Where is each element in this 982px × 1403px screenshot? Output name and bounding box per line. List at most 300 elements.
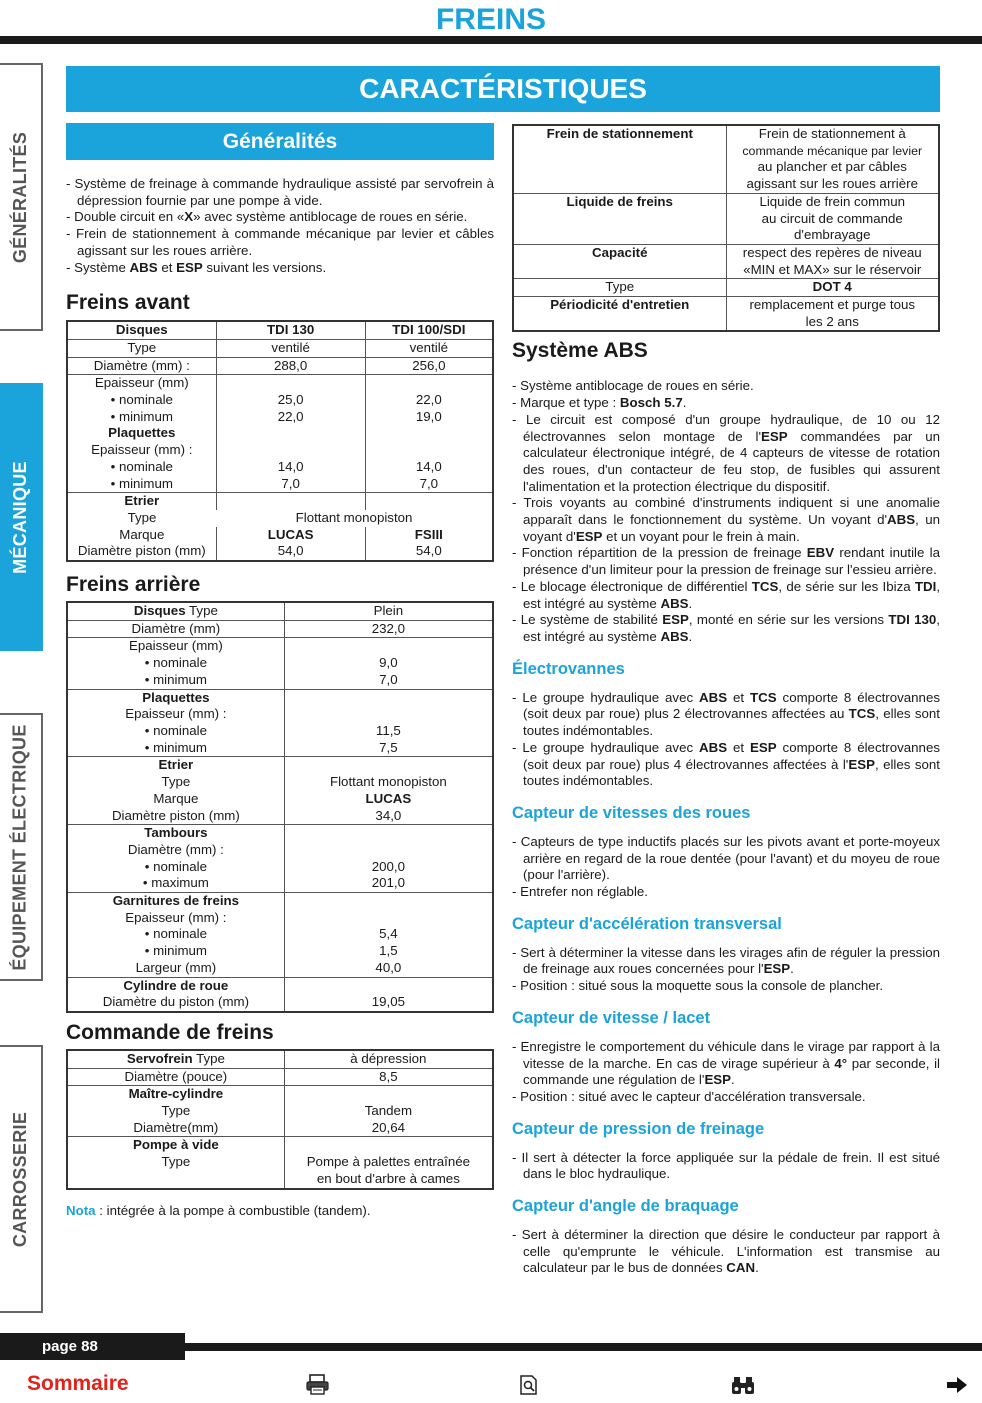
row-value: 54,0: [216, 543, 365, 561]
table-row: [67, 442, 493, 459]
row-value: 22,0: [216, 409, 365, 426]
bold-term: ABS: [699, 689, 728, 705]
row-value: 54,0: [365, 543, 493, 561]
text-run: - Sert à déterminer la vitesse dans les virages afin de réguler la pression de freinage aux roues concernées pour l': [512, 944, 940, 977]
row-label-bold: Servofrein: [126, 1050, 193, 1066]
row-value: ventilé: [365, 339, 493, 357]
row-value: «MIN et MAX» sur le réservoir: [726, 262, 939, 279]
row-label: [67, 926, 284, 943]
bold-term: ABS: [887, 512, 916, 528]
row-value: 9,0: [284, 655, 493, 672]
row-label-text: • nominale: [144, 858, 208, 874]
table-row: [67, 1171, 493, 1188]
text-run: - Enregistre le comportement du véhicule dans le virage par rapport à la vitesse de la marche. En cas de virage supérieur à: [512, 1038, 940, 1071]
row-value: [284, 977, 493, 994]
table-row: [67, 994, 493, 1012]
row-label: [67, 638, 284, 655]
row-label: Type: [127, 339, 157, 355]
row-label: [67, 910, 284, 927]
nota-text: : intégrée à la pompe à combustible (tandem).: [95, 1202, 371, 1218]
bold-term: TDI: [914, 578, 937, 594]
row-label-text: Diamètre du piston (mm): [102, 994, 250, 1010]
bullet-item: [512, 412, 940, 496]
capteur-lacet-list: [512, 1039, 940, 1106]
capteur-vitesses-list: [512, 834, 940, 901]
text-run: comporte 8 électrovannes (soit deux par roue) plus 2 électrovannes affectées au: [523, 689, 940, 722]
row-value: 14,0: [216, 459, 365, 476]
text-run: - Trois voyants au combiné d'instruments indiquent si une anomalie apparaît dans le fonctionnement du système. Un voyant d': [512, 495, 940, 528]
bullet-item: [512, 495, 940, 545]
table-row: [67, 1103, 493, 1120]
bullet-item: [66, 209, 494, 226]
row-label: [67, 859, 284, 876]
text-run: - Système: [66, 259, 130, 275]
text-run: - Capteurs de type inductifs placés sur les pivots avant et porte-moyeux arrière en regard de la roue dentée (pour l'avant) et du moyeu de roue (pour l'arrière).: [512, 833, 940, 883]
row-label: Diamètre piston (mm): [77, 543, 206, 559]
row-label-text: • minimum: [144, 671, 208, 687]
row-value: 11,5: [284, 723, 493, 740]
row-value: [284, 689, 493, 706]
text-run: - Sert à déterminer la direction que désire le conducteur par rapport à celle qu'emprunte le véhicule. L'information est transmise au calculateur par le bus de données: [512, 1227, 940, 1276]
table-row: [67, 875, 493, 892]
row-label-text: Diamètre (mm): [131, 620, 221, 636]
row-value: 1,5: [284, 943, 493, 960]
row-label: • nominale: [110, 458, 173, 474]
nota-label: Nota: [66, 1202, 96, 1218]
row-label: [67, 655, 284, 672]
text-run: , elles sont toutes indémontables.: [523, 706, 940, 739]
footer-rule: [185, 1343, 982, 1351]
capteur-pression-list: [512, 1150, 940, 1183]
row-label: [67, 875, 284, 892]
row-label: [67, 672, 284, 689]
row-value: [726, 330, 939, 331]
bold-term: TCS: [750, 689, 777, 705]
row-value: agissant sur les roues arrière: [726, 176, 939, 193]
row-value: Liquide de frein commun: [726, 193, 939, 210]
row-value: 19,05: [284, 994, 493, 1012]
row-label: [67, 1050, 284, 1068]
next-arrow-icon[interactable]: [944, 1374, 970, 1396]
bullet-item: [512, 1039, 940, 1089]
row-label: Liquide de freins: [513, 193, 726, 210]
row-label: [67, 723, 284, 740]
side-tab-label: MÉCANIQUE: [10, 460, 30, 574]
table-row: [513, 159, 939, 176]
row-value: [284, 1188, 493, 1189]
table-row: [513, 297, 939, 314]
print-icon[interactable]: [305, 1374, 331, 1396]
row-label: • minimum: [110, 475, 173, 491]
generalites-list: [66, 176, 494, 276]
text-run: - Système de freinage à commande hydraulique assisté par servofrein à dépression fournie par une pompe à vide.: [66, 176, 494, 208]
text-run: , est intégré au système: [523, 612, 940, 644]
row-value: LUCAS: [284, 791, 493, 808]
table-row: [513, 227, 939, 244]
row-label-text: Type: [192, 1050, 225, 1066]
bullet-item: [512, 1150, 940, 1183]
text-run: - Double circuit en «: [66, 209, 185, 225]
bold-term: TCS: [848, 706, 876, 722]
row-label: [67, 825, 284, 842]
bold-term: ESP: [662, 612, 689, 628]
row-value: les 2 ans: [726, 314, 939, 331]
row-value: 256,0: [365, 357, 493, 375]
table-row: [67, 1086, 493, 1103]
table-row: [513, 211, 939, 228]
right-column: [512, 124, 940, 1277]
text-run: et: [727, 689, 751, 705]
table-row: [67, 527, 493, 544]
table-row: [67, 392, 493, 409]
row-label: [67, 602, 284, 620]
table-row: [513, 262, 939, 279]
table-row: [513, 193, 939, 210]
row-value: [284, 706, 493, 723]
freins-avant-table: [66, 320, 494, 562]
table-row: [67, 493, 493, 510]
row-value: Tandem: [284, 1103, 493, 1120]
bold-term: ESP: [704, 1072, 732, 1088]
bold-term: ESP: [176, 259, 203, 275]
text-run: - Système antiblocage de roues en série.: [512, 378, 754, 394]
row-value: 25,0: [216, 392, 365, 409]
bullet-item: [512, 579, 940, 612]
row-label: Type: [513, 279, 726, 297]
header-cell: TDI 100/SDI: [365, 321, 493, 339]
text-run: , est intégré au système: [523, 578, 941, 611]
bullet-item: [512, 1227, 940, 1277]
side-tab-label: CARROSSERIE: [10, 1111, 31, 1247]
row-label: [67, 943, 284, 960]
table-row: [67, 357, 493, 375]
table-row: [67, 859, 493, 876]
row-value: [284, 825, 493, 842]
row-label-text: Type: [161, 1154, 191, 1170]
text-run: .: [682, 395, 687, 411]
row-label: [67, 1188, 284, 1189]
text-run: , monté en série sur les versions: [688, 612, 889, 628]
table-row: [513, 176, 939, 193]
text-run: .: [755, 1260, 759, 1276]
row-label: [67, 774, 284, 791]
table-row: [67, 339, 493, 357]
bold-term: Bosch 5.7: [619, 395, 683, 411]
row-value: respect des repères de niveau: [726, 244, 939, 261]
table-row: [67, 740, 493, 757]
text-run: suivant les versions.: [202, 259, 327, 275]
row-value: [284, 1137, 493, 1154]
bullet-item: [512, 978, 940, 995]
bullet-item: [512, 378, 940, 395]
text-run: - Entrefer non réglable.: [512, 884, 649, 900]
row-label: [67, 757, 284, 774]
bold-term: X: [184, 209, 194, 225]
bold-term: ESP: [575, 528, 603, 544]
row-label: [513, 211, 726, 228]
row-label-bold: Disques: [133, 603, 186, 619]
left-column: [66, 123, 494, 1218]
row-label-text: Diamètre (mm) :: [127, 841, 224, 857]
bullet-item: [66, 176, 494, 209]
bullet-item: [512, 545, 940, 578]
text-run: - Position : situé avec le capteur d'accélération transversale.: [512, 1088, 866, 1104]
row-value: 7,0: [284, 672, 493, 689]
row-label-text: Diamètre (pouce): [124, 1068, 228, 1084]
side-tab-generalites[interactable]: [0, 63, 43, 331]
row-value: au circuit de commande: [726, 211, 939, 228]
abs-title: Système ABS: [512, 339, 648, 363]
header-cell: TDI 130: [216, 321, 365, 339]
sommaire-link[interactable]: Sommaire: [27, 1372, 129, 1395]
row-label: [67, 808, 284, 825]
table-row: [67, 706, 493, 723]
table-row: [67, 1154, 493, 1171]
table-row: [67, 1120, 493, 1137]
side-tab-carrosserie[interactable]: [0, 1045, 43, 1313]
text-run: - Fonction répartition de la pression de freinage: [512, 545, 807, 561]
row-value: [284, 638, 493, 655]
table-row: [67, 689, 493, 706]
bold-term: 4°: [834, 1055, 848, 1071]
row-value: 19,0: [365, 409, 493, 426]
bold-term: ESP: [848, 756, 875, 772]
table-row: [67, 409, 493, 426]
table-row: [67, 791, 493, 808]
table-row: [67, 757, 493, 774]
row-label: • minimum: [110, 408, 173, 424]
row-value: 288,0: [216, 357, 365, 375]
row-label: [67, 893, 284, 910]
row-label: [513, 176, 726, 193]
row-label: Epaisseur (mm): [67, 375, 216, 392]
table-row: [67, 808, 493, 825]
row-label-text: • minimum: [144, 943, 208, 959]
table-row: [67, 1068, 493, 1086]
row-value: Pompe à palettes entraînée: [284, 1154, 493, 1171]
text-run: - Position : situé sous la moquette sous la console de plancher.: [512, 978, 884, 994]
row-value: en bout d'arbre à cames: [284, 1171, 493, 1188]
row-label-bold: Tambours: [144, 825, 208, 841]
text-run: rendant inutile la présence d'un limiteur pour la pression de freinage sur l'essieu arrière.: [523, 545, 940, 578]
row-value: 7,0: [365, 476, 493, 493]
capteur-lacet-title: Capteur de vitesse / lacet: [512, 1008, 711, 1027]
header-cell: Disques: [115, 322, 168, 338]
table-row: [67, 977, 493, 994]
row-label: [67, 977, 284, 994]
table-row: [67, 960, 493, 977]
row-value: 200,0: [284, 859, 493, 876]
row-value: à dépression: [284, 1050, 493, 1068]
row-label-bold: Pompe à vide: [133, 1137, 219, 1153]
text-run: - Il sert à détecter la force appliquée sur la pédale de frein. Il est situé dans le bloc hydraulique.: [512, 1149, 940, 1182]
bold-term: CAN: [726, 1260, 756, 1276]
row-value: 8,5: [284, 1068, 493, 1086]
row-label-text: Epaisseur (mm) :: [125, 909, 227, 925]
binoculars-search-icon[interactable]: [730, 1374, 756, 1396]
bullet-item: [512, 834, 940, 884]
row-label-text: • nominale: [144, 722, 208, 738]
row-label: [67, 1171, 284, 1188]
table-row: [67, 910, 493, 927]
row-label: Périodicité d'entretien: [513, 297, 726, 314]
table-row: [513, 143, 939, 160]
table-row: [513, 244, 939, 261]
row-value: au plancher et par câbles: [726, 159, 939, 176]
row-label-bold: Plaquettes: [142, 689, 210, 705]
row-value: [365, 442, 493, 459]
generalites-title: Généralités: [66, 123, 494, 160]
row-label: [67, 1154, 284, 1171]
row-label: [513, 143, 726, 160]
side-tab-mecanique[interactable]: [0, 383, 43, 651]
row-value: Frein de stationnement à: [726, 125, 939, 143]
text-run: .: [688, 595, 693, 611]
row-label: [67, 842, 284, 859]
table-row: [67, 620, 493, 638]
row-label-bold: Etrier: [158, 757, 194, 773]
text-run: , un voyant d': [523, 512, 940, 544]
table-row: [67, 825, 493, 842]
row-label: [67, 1103, 284, 1120]
capteur-braquage-list: [512, 1227, 940, 1277]
row-label: [67, 1086, 284, 1103]
text-run: - Le circuit est composé d'un groupe hydraulique, de 10 ou 12 électrovannes selon montage de l': [512, 411, 940, 444]
row-label-text: • maximum: [142, 875, 209, 891]
text-run: et: [157, 259, 177, 275]
row-value: [365, 375, 493, 392]
bullet-item: [512, 884, 940, 901]
row-value: [216, 425, 365, 442]
text-run: par seconde, il commande une régulation de l': [523, 1055, 940, 1088]
row-label-text: Diamètre(mm): [133, 1119, 219, 1135]
capteur-braquage-title: Capteur d'angle de braquage: [512, 1197, 739, 1216]
table-row: [67, 774, 493, 791]
text-run: - Marque et type :: [512, 395, 620, 411]
row-value: [284, 893, 493, 910]
freins-avant-title: Freins avant: [66, 291, 190, 315]
row-label: Type: [127, 509, 157, 525]
freins-arriere-title: Freins arrière: [66, 573, 201, 597]
row-value: Flottant monopiston: [295, 509, 413, 525]
row-value: [216, 493, 365, 510]
row-label: [67, 1137, 284, 1154]
table-row: [513, 314, 939, 331]
row-value: remplacement et purge tous: [726, 297, 939, 314]
bold-term: ESP: [750, 739, 777, 755]
row-label: Epaisseur (mm) :: [91, 442, 193, 458]
bullet-item: [512, 740, 940, 790]
capteur-pression-title: Capteur de pression de freinage: [512, 1119, 765, 1138]
side-tab-label: GÉNÉRALITÉS: [10, 131, 31, 263]
row-value: Flottant monopiston: [284, 774, 493, 791]
table-row: [67, 638, 493, 655]
table-row: [513, 125, 939, 143]
row-label-text: Type: [185, 603, 218, 619]
zoom-page-icon[interactable]: [517, 1374, 543, 1396]
table-row: [67, 1050, 493, 1068]
table-row: [67, 476, 493, 493]
text-run: et: [727, 739, 751, 755]
row-value: 34,0: [284, 808, 493, 825]
table-row: [67, 926, 493, 943]
row-label-text: Diamètre piston (mm): [111, 807, 240, 823]
page-number: page 88: [0, 1333, 185, 1360]
section-banner: CARACTÉRISTIQUES: [66, 66, 940, 112]
nota-note: [66, 1203, 494, 1218]
capteur-acceleration-title: Capteur d'accélération transversal: [512, 914, 782, 933]
row-label-bold: Garnitures de freins: [112, 893, 240, 909]
bullet-item: [512, 945, 940, 978]
page-header-title: FREINS: [435, 3, 546, 36]
row-value: Plein: [284, 602, 493, 620]
row-label-text: Largeur (mm): [135, 959, 217, 975]
row-value: ventilé: [216, 339, 365, 357]
header-rule: [0, 36, 982, 44]
row-value: d'embrayage: [726, 227, 939, 244]
table-row: [67, 723, 493, 740]
text-run: - Le groupe hydraulique avec: [512, 739, 700, 755]
row-value: commande mécanique par levier: [726, 143, 939, 160]
row-label: Frein de stationnement: [546, 126, 693, 141]
row-label: [67, 791, 284, 808]
table-row: [513, 330, 939, 331]
row-label-text: Type: [161, 1103, 191, 1119]
row-label: [513, 330, 726, 331]
row-label: Diamètre (mm) :: [67, 357, 216, 375]
row-label-text: • nominale: [144, 655, 208, 671]
row-label: [513, 227, 726, 244]
row-label-bold: Maître-cylindre: [128, 1086, 224, 1102]
row-label: [67, 740, 284, 757]
table-row: [67, 1188, 493, 1189]
row-value: [216, 375, 365, 392]
table-row: [67, 672, 493, 689]
row-label: [513, 314, 726, 331]
table-row: [67, 842, 493, 859]
bold-term: ABS: [129, 259, 158, 275]
bullet-item: [512, 1089, 940, 1106]
side-tab-equipement-electrique[interactable]: [0, 713, 43, 981]
text-run: - Le système de stabilité: [512, 612, 663, 628]
row-label-text: Marque: [153, 790, 199, 806]
row-label-text: Epaisseur (mm): [128, 638, 223, 654]
row-value: [365, 493, 493, 510]
table-row: [67, 425, 493, 442]
freins-arriere-table: [66, 601, 494, 1013]
table-row: [67, 1137, 493, 1154]
row-label: [67, 1120, 284, 1137]
bullet-item: [512, 690, 940, 740]
stationnement-table: [512, 124, 940, 332]
row-value: 14,0: [365, 459, 493, 476]
row-label: [513, 159, 726, 176]
row-value: 22,0: [365, 392, 493, 409]
commande-freins-table: [66, 1049, 494, 1190]
text-run: comporte 8 électrovannes (soit deux par roue) plus 4 électrovannes affectées à l': [523, 739, 940, 772]
row-value: [284, 757, 493, 774]
row-label: Marque: [119, 526, 165, 542]
row-label: Capacité: [513, 244, 726, 261]
text-run: - Le blocage électronique de différentiel: [512, 578, 752, 594]
text-run: .: [790, 961, 794, 977]
table-row: [67, 655, 493, 672]
row-value: 7,0: [216, 476, 365, 493]
row-value: [284, 1086, 493, 1103]
electrovannes-title: Électrovannes: [512, 659, 625, 678]
row-label-text: • minimum: [144, 739, 208, 755]
text-run: et un voyant pour le frein à main.: [602, 528, 800, 544]
